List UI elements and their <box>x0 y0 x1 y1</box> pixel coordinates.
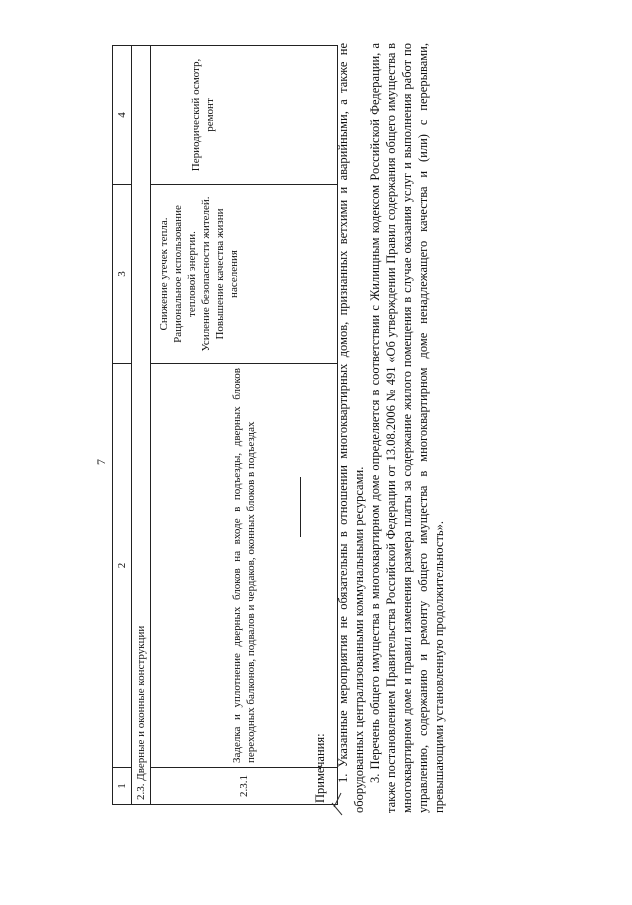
row-periodicity: Периодический осмотр, ремонт <box>151 46 338 185</box>
separator-line <box>300 477 301 537</box>
effect-line: Повышение качества жизни населения <box>214 208 240 340</box>
notes-body <box>335 43 447 813</box>
note-item: 1. Указанные мероприятия не обязательны в отношении многоквартирных домов, признанных ветхими и аварийными, а также не оборудованных централизованными коммунальными ресурсами. <box>336 43 366 813</box>
section-title: 2.3. Дверные и оконные конструкции <box>132 46 151 805</box>
header-col-3: 3 <box>113 185 132 364</box>
effect-line: Снижение утечек тепла. <box>158 217 170 331</box>
row-number: 2.3.1 <box>151 768 338 805</box>
table-header-row <box>113 46 132 805</box>
header-col-1: 1 <box>113 768 132 805</box>
page-number: 7 <box>94 459 108 465</box>
table-row <box>151 46 338 805</box>
measures-table <box>112 45 338 805</box>
header-col-4: 4 <box>113 46 132 185</box>
row-effect <box>151 185 338 364</box>
note-item: 3. Перечень общего имущества в многоквартирном доме определяется в соответствии с Жилищным кодексом Российской Федерации, а также постановлением Правительства Российской Федерации от 13.08.2006 № 491 «Об утверждении Правил содержания общего имущества в многоквартирном доме и правил изменения размера платы за содержание жилого помещения в случае оказания услуг и выполнения работ по управлению, содержанию и ремонту общего имущества в многоквартирном доме ненадлежащего качества и (или) с перерывами, превышающими установленную продолжительность». <box>368 43 446 813</box>
section-row <box>132 46 151 805</box>
effect-line: Усиление безопасности жителей. <box>200 196 212 352</box>
notes-title: Примечания: <box>313 733 327 803</box>
header-col-2: 2 <box>113 364 132 768</box>
row-work-description: Заделка и уплотнение дверных блоков на входе в подъезды, дверных блоков переходных балконов, подвалов и чердаков, оконных блоков в подъездах <box>151 364 338 768</box>
effect-line: Рациональное использование тепловой энергии. <box>172 205 198 343</box>
